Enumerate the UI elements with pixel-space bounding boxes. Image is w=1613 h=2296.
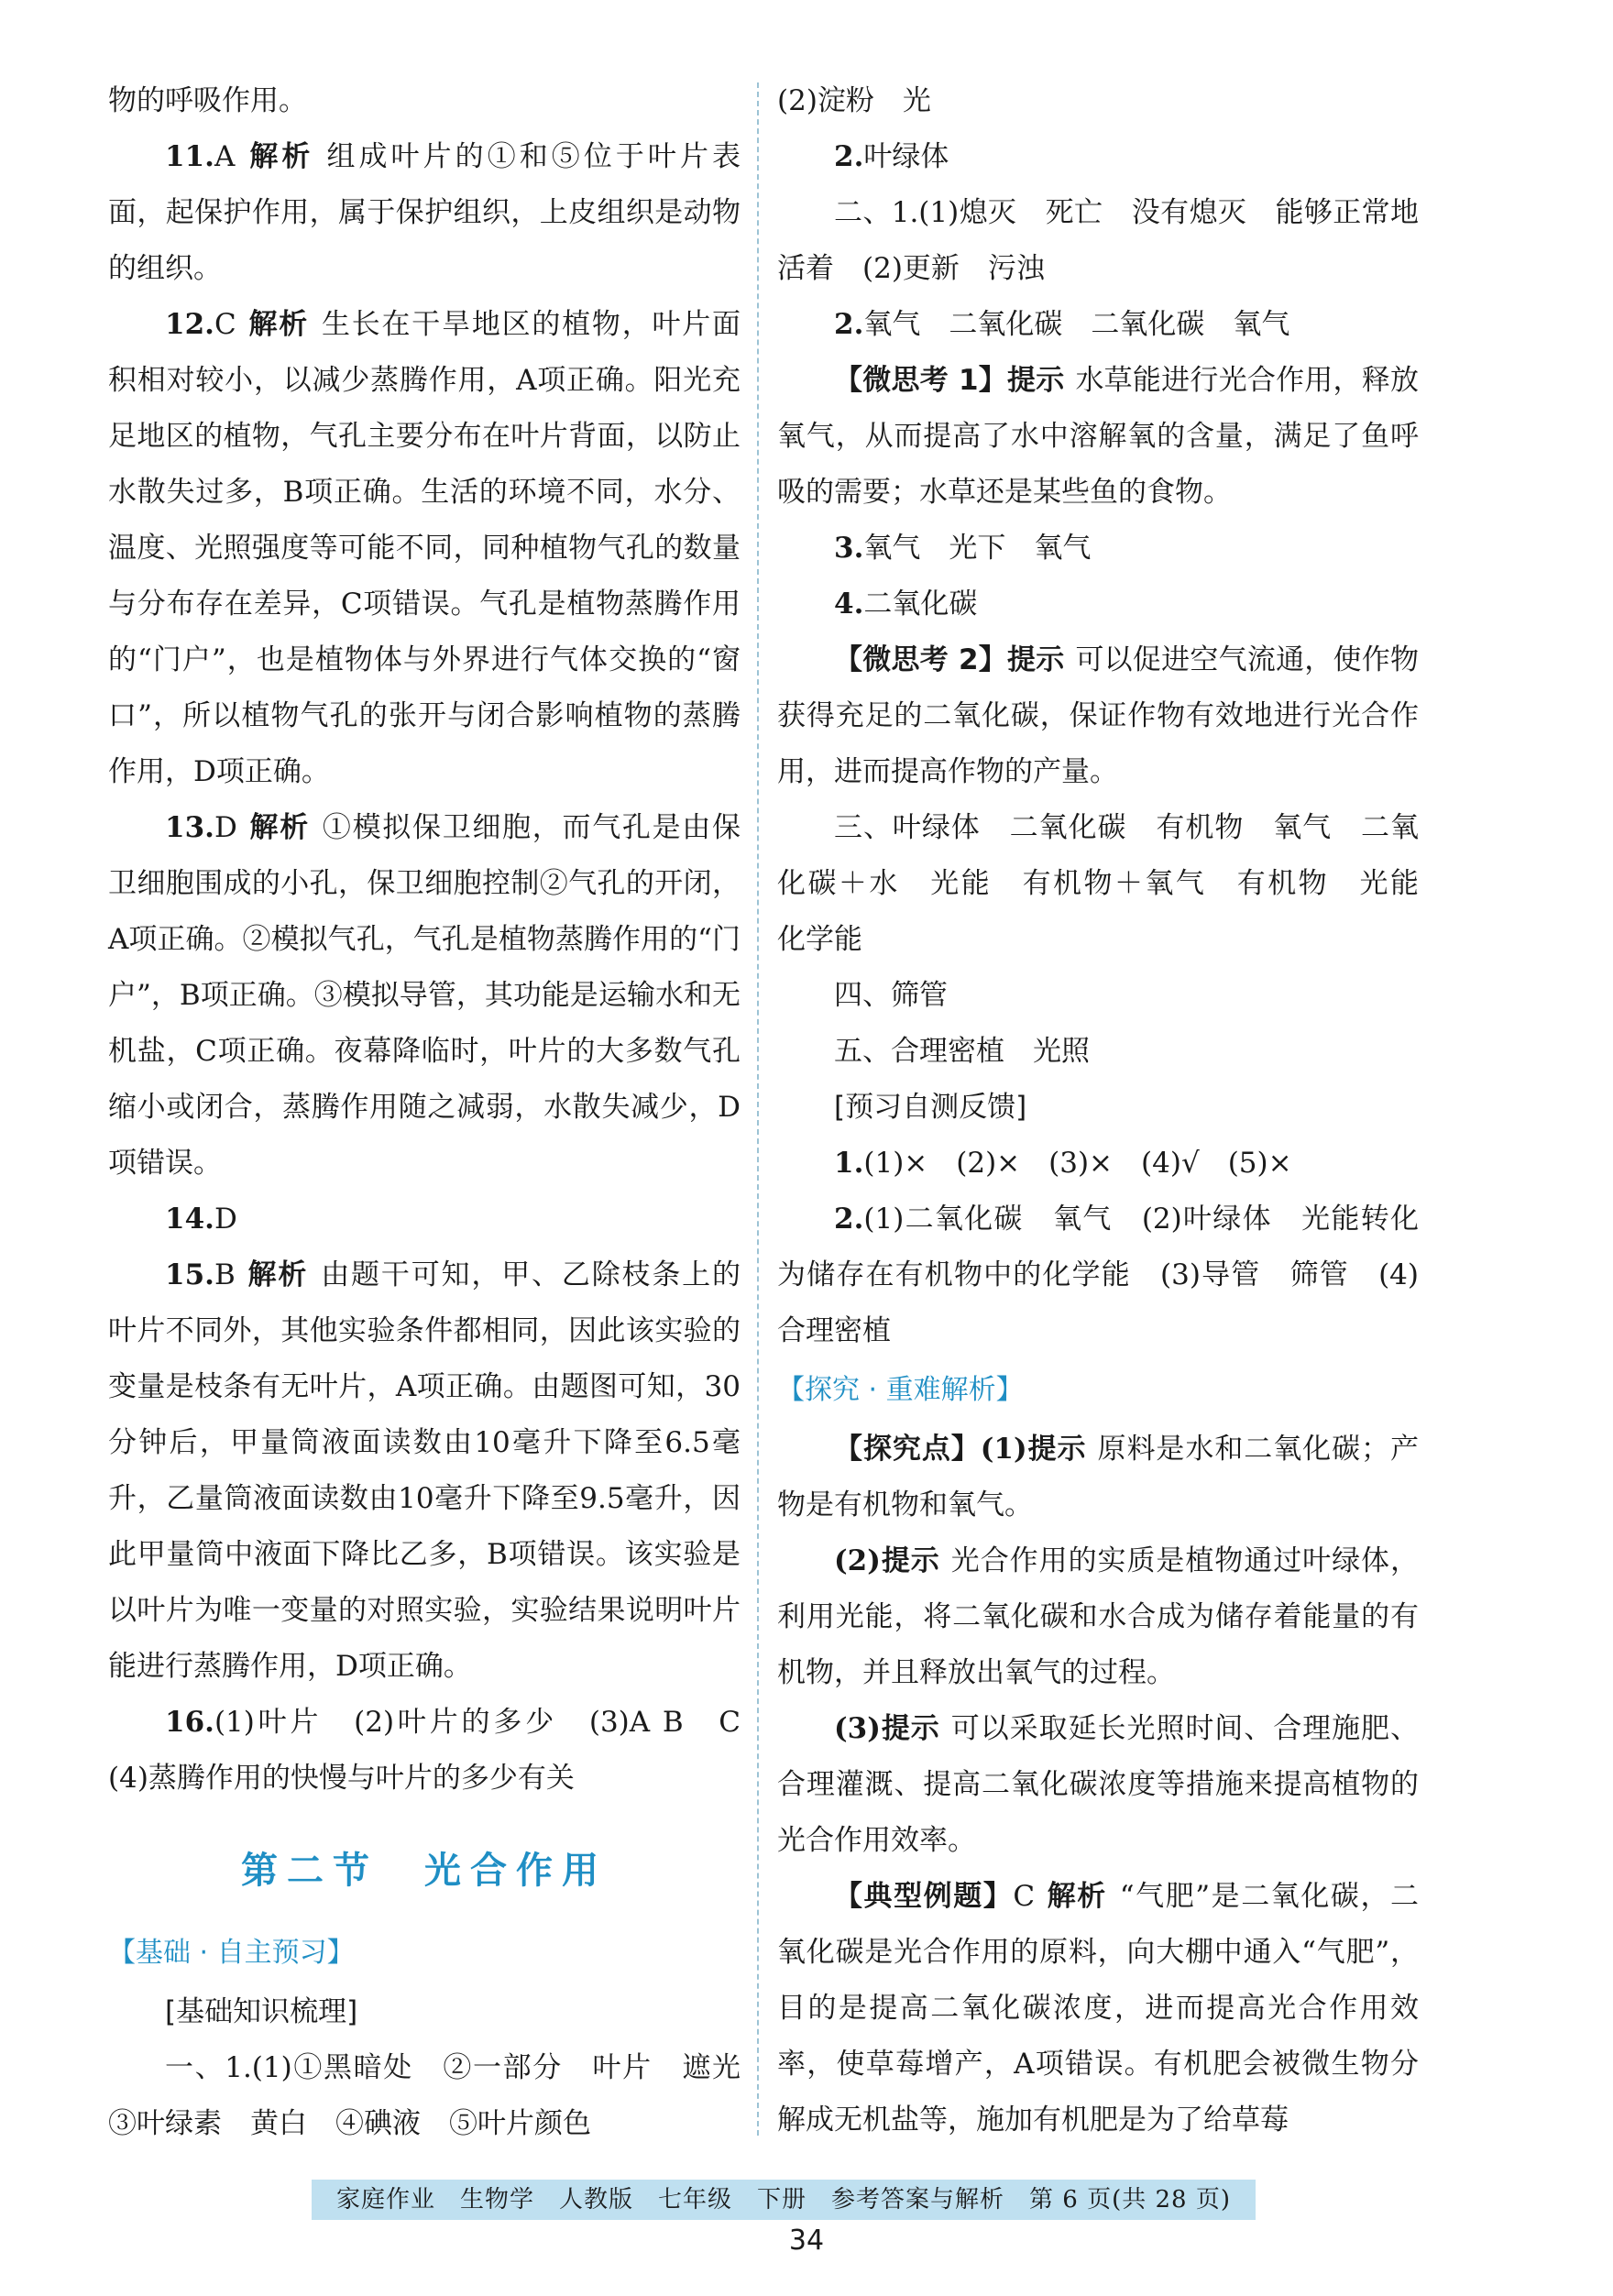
paragraph: 二、1.(1)熄灭 死亡 没有熄灭 能够正常地活着 (2)更新 污浊 [777, 196, 1419, 285]
analysis-keyword: 解析 [246, 140, 314, 173]
hint-keyword: 提示 [1006, 364, 1065, 397]
think-1 [777, 353, 1419, 521]
right-column [777, 73, 1447, 2148]
typical-example [777, 1869, 1419, 2148]
subheading-self-test: [预习自测反馈] [834, 1091, 1027, 1124]
answer-letter: C [1013, 1880, 1036, 1913]
analysis-text: ①模拟保卫细胞，而气孔是由保卫细胞围成的小孔，保卫细胞控制②气孔的开闭，A项正确。②模拟气孔，气孔是植物蒸腾作用的“门户”，B项正确。③模拟导管，其功能是运输水和无机盐，C项正确。夜幕降临时，叶片的大多数气孔缩小或闭合，蒸腾作用随之减弱，水散失减少，D项错误。 [108, 811, 741, 1180]
paragraph: 3.氧气 光下 氧气 [834, 532, 1092, 565]
question-number: 12. [165, 308, 214, 341]
question-number: 11. [165, 140, 214, 173]
think-tag: 【微思考 1】 [834, 364, 1007, 397]
paragraph: 2.叶绿体 [834, 140, 949, 173]
analysis-text: 生长在干旱地区的植物，叶片面积相对较小，以减少蒸腾作用，A项正确。阳光充足地区的植物，气孔主要分布在叶片背面，以防止水散失过多，B项正确。生活的环境不同，水分、温度、光照强度等可能不同，同种植物气孔的数量与分布存在差异，C项错误。气孔是植物蒸腾作用的“门户”，也是植物体与外界进行气体交换的“窗口”，所以植物气孔的张开与闭合影响植物的蒸腾作用，D项正确。 [108, 308, 741, 788]
paragraph: 2.氧气 二氧化碳 二氧化碳 氧气 [834, 308, 1290, 341]
section-heading-explore: 【探究 · 重难解析】 [777, 1374, 1024, 1406]
question-11 [108, 129, 741, 297]
question-12 [108, 297, 741, 800]
subheading-knowledge: [基础知识梳理] [165, 1995, 358, 2028]
think-tag: 【微思考 2】 [834, 643, 1007, 676]
analysis-text: 由题干可知，甲、乙除枝条上的叶片不同外，其他实验条件都相同，因此该实验的变量是枝条有无叶片，A项正确。由题图可知，30分钟后，甲量筒液面读数由10毫升下降至6.5毫升，乙量筒液面读数由10毫升下降至9.5毫升，因此甲量筒中液面下降比乙多，B项错误。该实验是以叶片为唯一变量的对照实验，实验结果说明叶片能进行蒸腾作用，D项正确。 [108, 1258, 741, 1683]
paragraph: 物的呼吸作用。 [108, 84, 307, 117]
section-heading-basics: 【基础 · 自主预习】 [108, 1937, 355, 1969]
explore-point-1: 【探究点】(1)提示 原料是水和二氧化碳；产物是有机物和氧气。 [777, 1433, 1420, 1522]
think-2 [777, 632, 1419, 800]
paragraph: 三、叶绿体 二氧化碳 有机物 氧气 二氧化碳＋水 光能 有机物＋氧气 有机物 光能 化学能 [777, 811, 1447, 956]
analysis-text: “气肥”是二氧化碳，二氧化碳是光合作用的原料，向大棚中通入“气肥”，目的是提高二氧化碳浓度，进而提高光合作用效率，使草莓增产，A项错误。有机肥会被微生物分解成无机盐等，施加有机肥是为了给草莓 [777, 1880, 1420, 2137]
hint-keyword: 提示 [1006, 643, 1065, 676]
self-test-1: 1.(1)× (2)× (3)× (4)√ (5)× [834, 1147, 1292, 1180]
analysis-text: 组成叶片的①和⑤位于叶片表面，起保护作用，属于保护组织，上皮组织是动物的组织。 [108, 140, 741, 285]
paragraph: (2)淀粉 光 [777, 84, 931, 117]
question-16 [108, 1695, 769, 1807]
paragraph: 五、合理密植 光照 [834, 1035, 1090, 1068]
paragraph: 四、筛管 [834, 979, 948, 1012]
question-number: 13. [165, 811, 214, 844]
answer-letter: D [214, 1203, 237, 1236]
answer-letter: A [214, 140, 236, 173]
question-number: 14. [165, 1203, 214, 1236]
explore-point-3: (3)提示 可以采取延长光照时间、合理施肥、合理灌溉、提高二氧化碳浓度等措施来提高植物的光合作用效率。 [777, 1712, 1420, 1857]
hint-text: 水草能进行光合作用，释放氧气，从而提高了水中溶解氧的含量，满足了鱼呼吸的需要；水草还是某些鱼的食物。 [777, 364, 1419, 509]
question-15 [108, 1247, 741, 1695]
footer-bar: 家庭作业 生物学 人教版 七年级 下册 参考答案与解析 第 6 页(共 28 页) [312, 2180, 1256, 2220]
question-number: 16. [165, 1706, 214, 1739]
section-title: 第二节 光合作用 [241, 1849, 608, 1892]
left-column [108, 73, 769, 2152]
self-test-2: 2.(1)二氧化碳 氧气 (2)叶绿体 光能转化为储存在有机物中的化学能 (3)导管 筛管 (4)合理密植 [777, 1203, 1419, 1347]
answer-letter: D [214, 811, 237, 844]
column-divider [757, 82, 759, 2136]
question-number: 15. [165, 1258, 214, 1291]
hint-text: 可以促进空气流通，使作物获得充足的二氧化碳，保证作物有效地进行光合作用，进而提高作物的产量。 [777, 643, 1419, 788]
analysis-keyword: 解析 [1046, 1880, 1107, 1913]
answer-letter: C [214, 308, 236, 341]
analysis-keyword: 解析 [247, 811, 310, 844]
analysis-keyword: 解析 [246, 1258, 309, 1291]
item-1: 一、1.(1)①黑暗处 ②一部分 叶片 遮光 ③叶绿素 黄白 ④碘液 ⑤叶片颜色 [108, 2051, 769, 2140]
question-14 [108, 1192, 741, 1247]
analysis-keyword: 解析 [247, 308, 309, 341]
paragraph: 4.二氧化碳 [834, 588, 978, 621]
page-number: 34 [788, 2225, 825, 2257]
question-13 [108, 800, 741, 1192]
explore-point-2: (2)提示 光合作用的实质是植物通过叶绿体，利用光能，将二氧化碳和水合成为储存着能量的有机物，并且释放出氧气的过程。 [777, 1544, 1420, 1689]
example-tag: 【典型例题】 [834, 1880, 1014, 1913]
answer-text: (1)叶片 (2)叶片的多少 (3)A B C (4)蒸腾作用的快慢与叶片的多少有关 [108, 1706, 769, 1795]
answer-letter: B [214, 1258, 236, 1291]
